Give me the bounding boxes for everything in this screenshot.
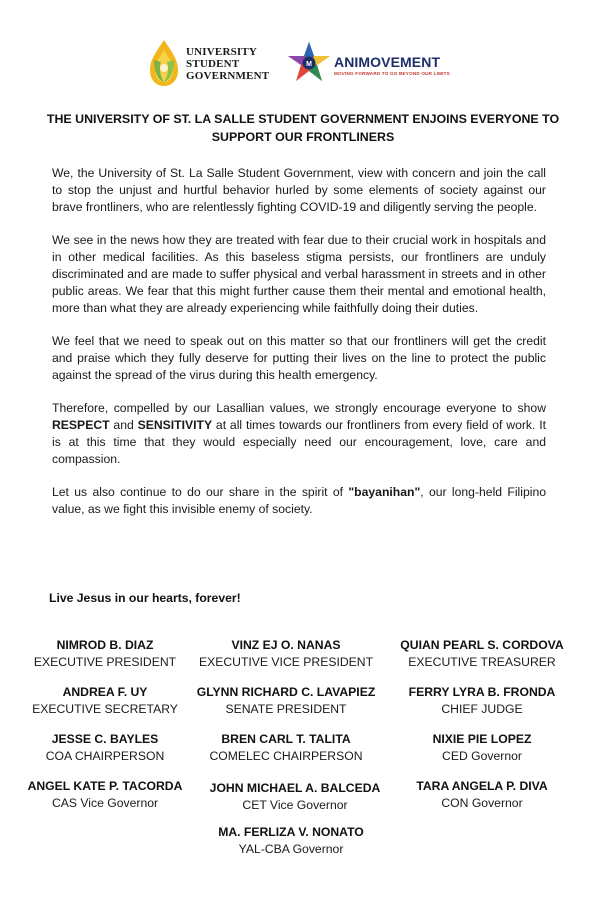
signatory-role: COA CHAIRPERSON — [45, 749, 165, 763]
statement-title — [40, 110, 566, 146]
signatory-role: CET Vice Governor — [242, 798, 348, 812]
paragraph-2: We see in the news how they are treated with fear due to their crucial work in hospitals and in other medical facilities. As this baseless stigma persists, our frontliners are unduly discriminated and are made to suffer physical and verbal harassment in streets and in other public areas. We fear that this might further cause them their mental and emotional health, more than what they are already experiencing while faithfully doing their duties. — [52, 233, 546, 315]
signatory-role: COMELEC CHAIRPERSON — [209, 749, 363, 763]
animovement-tagline: MOVING FORWARD TO GO BEYOND OUR LIMITS — [334, 71, 450, 76]
usg-line-2: STUDENT — [186, 58, 240, 70]
paragraph-4-text-e: at all times towards our frontliners from every field of work. It is at this time that they would especially need our encouragement, love, care and compassion. — [52, 418, 547, 466]
paragraph-4 — [52, 400, 546, 468]
signatory-name: GLYNN RICHARD C. LAVAPIEZ — [196, 685, 376, 699]
signatory-name: ANDREA F. UY — [62, 685, 148, 699]
signatory-block — [186, 731, 386, 765]
svg-text:M: M — [306, 61, 312, 68]
paragraph-5 — [52, 484, 546, 518]
paragraph-5-text-c: , our long-held Filipino value, as we fight this invisible enemy of society. — [52, 485, 547, 516]
signatory-role: CHIEF JUDGE — [441, 702, 523, 716]
signatory-block — [186, 637, 386, 671]
signatory-block — [382, 778, 582, 812]
signatory-role: CED Governor — [442, 749, 522, 763]
signatory-block — [5, 684, 205, 718]
signatory-role: YAL-CBA Governor — [238, 842, 344, 856]
signatory-name: VINZ EJ O. NANAS — [231, 638, 341, 652]
signatory-name: JOHN MICHAEL A. BALCEDA — [209, 781, 381, 795]
paragraph-4-text-a: Therefore, compelled by our Lasallian values, we strongly encourage everyone to show — [52, 401, 546, 415]
signatory-block — [382, 731, 582, 765]
signatory-role: EXECUTIVE PRESIDENT — [33, 655, 177, 669]
signatory-name: QUIAN PEARL S. CORDOVA — [400, 638, 564, 652]
signatory-role: EXECUTIVE SECRETARY — [32, 702, 178, 716]
signatory-role: EXECUTIVE VICE PRESIDENT — [198, 655, 374, 669]
respect-emphasis: RESPECT — [52, 418, 110, 432]
usg-flame-logo-icon — [146, 38, 182, 88]
paragraph-3: We feel that we need to speak out on this matter so that our frontliners will get the credit and praise which they fully deserve for putting their lives on the line to protect the public against the spread of the virus during this health emergency. — [52, 334, 546, 382]
signatory-block — [186, 684, 386, 718]
letterhead — [0, 38, 606, 88]
animovement-wordmark: ANIMOVEMENT — [334, 54, 441, 70]
signatory-name: NIMROD B. DIAZ — [56, 638, 154, 652]
signatory-role: EXECUTIVE TREASURER — [408, 655, 556, 669]
paragraph-4-text-c: and — [109, 418, 138, 432]
signatory-role: CAS Vice Governor — [51, 796, 159, 810]
signatory-block — [382, 637, 582, 671]
closing-line: Live Jesus in our hearts, forever! — [49, 591, 241, 605]
usg-wordmark — [186, 46, 269, 82]
signatory-block — [195, 780, 395, 814]
statement-body — [52, 165, 546, 534]
signatory-name: TARA ANGELA P. DIVA — [416, 779, 548, 793]
signatory-name: JESSE C. BAYLES — [51, 732, 159, 746]
sensitivity-emphasis: SENSITIVITY — [137, 418, 213, 432]
usg-line-3: GOVERNMENT — [186, 70, 270, 82]
signatory-block — [191, 824, 391, 858]
signatory-block — [5, 637, 205, 671]
signatory-name: MA. FERLIZA V. NONATO — [218, 825, 364, 839]
signatory-name: FERRY LYRA B. FRONDA — [408, 685, 556, 699]
paragraph-5-text-a: Let us also continue to do our share in the spirit of — [52, 485, 349, 499]
signatory-block — [5, 731, 205, 765]
bayanihan-emphasis: "bayanihan" — [348, 485, 421, 499]
signatory-role: SENATE PRESIDENT — [225, 702, 347, 716]
title-line-2: SUPPORT OUR FRONTLINERS — [211, 130, 395, 144]
signatory-name: BREN CARL T. TALITA — [221, 732, 351, 746]
usg-line-1: UNIVERSITY — [186, 46, 258, 58]
paragraph-1: We, the University of St. La Salle Student Government, view with concern and join the call to stop the unjust and hurtful behavior hurled by some elements of society against our brave frontliners, who are relentlessly fighting COVID-19 and diligently serving the people. — [52, 166, 546, 214]
animovement-star-logo-icon — [286, 40, 332, 84]
signatory-block — [5, 778, 205, 812]
signatory-name: NIXIE PIE LOPEZ — [432, 732, 532, 746]
signatory-role: CON Governor — [441, 796, 523, 810]
signatory-block — [382, 684, 582, 718]
signatory-name: ANGEL KATE P. TACORDA — [27, 779, 183, 793]
title-line-1: THE UNIVERSITY OF ST. LA SALLE STUDENT GOVERNMENT ENJOINS EVERYONE TO — [46, 112, 560, 126]
